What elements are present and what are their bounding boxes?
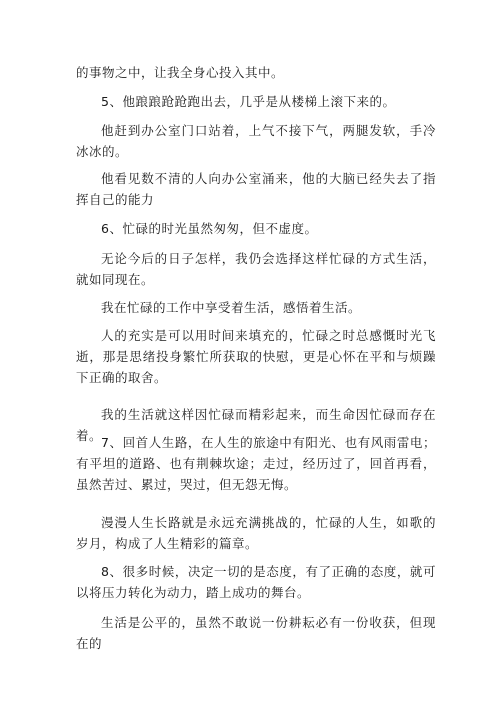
paragraph-12: 8、很多时候，决定一切的是态度，有了正确的态度，就可以将压力转化为动力，踏上成功的舞台。 (76, 564, 436, 600)
paragraph-7: 我在忙碌的工作中享受着生活，感悟着生活。 (101, 300, 362, 315)
paragraph-6: 无论今后的日子怎样，我仍会选择这样忙碌的方式生活，就如同现在。 (76, 251, 436, 287)
paragraph-11: 漫漫人生长路就是永远充满挑战的，忙碌的人生，如歌的岁月，构成了人生精彩的篇章。 (76, 515, 436, 551)
paragraph-8: 人的充实是可以用时间来填充的，忙碌之时总感慨时光飞逝，那是思绪投身繁忙所获取的快慰，更是心怀在平和与烦躁下正确的取舍。 (76, 328, 436, 385)
paragraph-1: 的事物之中，让我全身心投入其中。 (76, 65, 285, 80)
paragraph-5: 6、忙碌的时光虽然匆匆，但不虚度。 (101, 221, 318, 236)
paragraph-2: 5、他踉踉跄跄跑出去，几乎是从楼梯上滚下来的。 (101, 94, 396, 109)
paragraph-9: 我的生活就这样因忙碌而精彩起来，而生命因忙碌而存在着。 (76, 407, 436, 443)
paragraph-4: 他看见数不清的人向办公室涌来，他的大脑已经失去了指挥自己的能力 (76, 171, 436, 207)
paragraph-10: 7、回首人生路，在人生的旅途中有阳光、也有风雨雷电；有平坦的道路、也有荆棘坎途；走过，经历过了，回首再看，虽然苦过、累过，哭过，但无怨无悔。 (76, 435, 436, 492)
paragraph-3: 他赶到办公室门口站着，上气不接下气，两腿发软，手冷冰冰的。 (76, 123, 436, 159)
paragraph-13: 生活是公平的，虽然不敢说一份耕耘必有一份收获，但现在的 (76, 615, 436, 651)
